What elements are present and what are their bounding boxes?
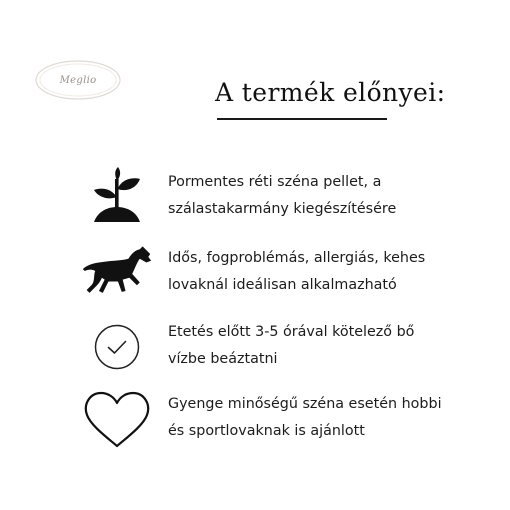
benefit-line: Gyenge minőségű széna esetén hobbi [168, 396, 442, 412]
benefit-item [0, 313, 510, 379]
benefit-line: vízbe beáztatni [168, 351, 278, 367]
benefit-line: és sportlovaknak is ajánlott [168, 423, 365, 439]
benefit-item [0, 385, 510, 455]
benefit-line: lovaknál ideálisan alkalmazható [168, 277, 397, 293]
check-circle-icon [80, 318, 154, 376]
benefit-text [168, 319, 488, 373]
logo-text: Meglio [59, 74, 97, 86]
benefit-item [0, 238, 510, 304]
benefit-line: szálastakarmány kiegészítésére [168, 201, 397, 217]
horse-icon [80, 242, 154, 302]
benefit-line: Idős, fogproblémás, allergiás, kehes [168, 250, 426, 266]
heart-icon [80, 387, 154, 453]
benefit-text [168, 245, 488, 299]
benefit-text [168, 391, 488, 445]
benefit-line: Etetés előtt 3-5 órával kötelező bő [168, 324, 415, 340]
brand-logo [34, 59, 122, 101]
benefit-item [0, 162, 510, 228]
benefit-text [168, 169, 488, 223]
page-title: A termék előnyei: [215, 78, 446, 107]
title-underline [217, 118, 387, 120]
sprout-icon [80, 164, 154, 226]
benefit-line: Pormentes réti széna pellet, a [168, 174, 382, 190]
